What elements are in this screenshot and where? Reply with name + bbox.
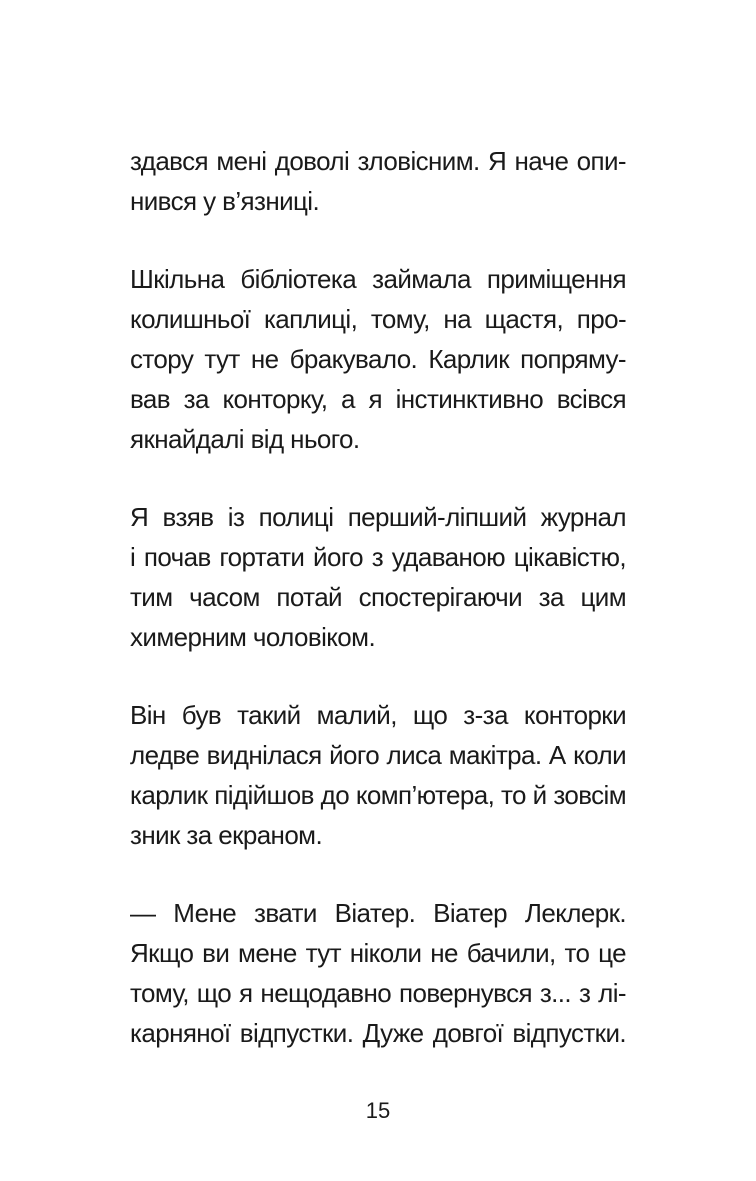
text-line: Я взяв із полиці перший-ліпший журнал xyxy=(130,502,626,532)
body-text xyxy=(130,141,626,1091)
text-line: вав за конторку, а я інстинктивно всівся xyxy=(130,384,626,414)
text-line: здався мені доволі зловісним. Я наче опи- xyxy=(130,146,626,176)
text-line: тому, що я нещодавно повернувся з... з лі- xyxy=(130,978,626,1008)
paragraph xyxy=(130,259,626,459)
text-line: Він був такий малий, що з-за конторки xyxy=(130,700,626,730)
text-line: Шкільна бібліотека займала приміщення xyxy=(130,264,626,294)
text-line: якнайдалі від нього. xyxy=(130,424,360,454)
paragraph xyxy=(130,141,626,221)
text-line: карняної відпустки. Дуже довгої відпустки. xyxy=(130,1018,626,1048)
paragraph xyxy=(130,497,626,657)
text-line: і почав гортати його з удаваною цікавістю, xyxy=(130,542,626,572)
text-line: колишньої каплиці, тому, на щастя, про- xyxy=(130,304,626,334)
paragraph xyxy=(130,893,626,1053)
text-line: нився у в’язниці. xyxy=(130,186,320,216)
text-line: тим часом потай спостерігаючи за цим xyxy=(130,582,626,612)
text-line: зник за екраном. xyxy=(130,820,323,850)
text-line: стору тут не бракувало. Карлик попряму- xyxy=(130,344,626,374)
page-number: 15 xyxy=(365,1098,391,1123)
text-line: ледве виднілася його лиса макітра. А коли xyxy=(130,740,626,770)
text-line: — Мене звати Віатер. Віатер Леклерк. xyxy=(130,898,626,928)
paragraph xyxy=(130,695,626,855)
text-line: Якщо ви мене тут ніколи не бачили, то це xyxy=(130,938,626,968)
text-line: карлик підійшов до комп’ютера, то й зовсім xyxy=(130,780,626,810)
text-line: химерним чоловіком. xyxy=(130,622,376,652)
